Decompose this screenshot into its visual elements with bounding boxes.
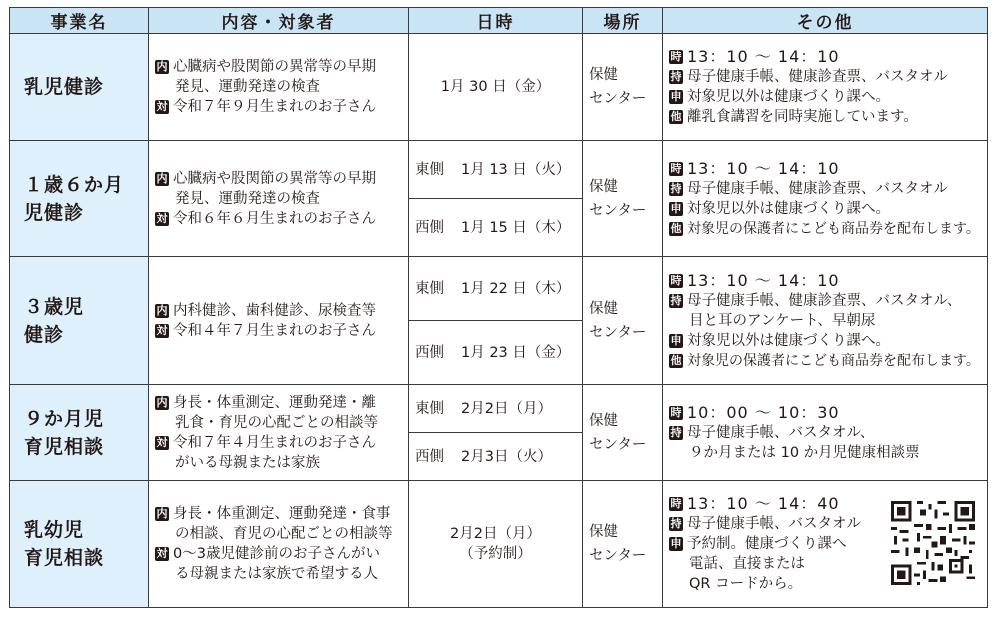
other-cell: 時 13：10 ～ 14：10 持 母子健康手帳、健康診査票、バスタオル 申 対象児以外は健康づくり課へ。 他 対象児の保護者にこども商品券を配布します。 [663,141,988,257]
event-name: ９か月児 育児相談 [10,385,149,481]
naiyou-badge-icon: 内 [156,303,168,317]
content-cell: 内 内科健診、歯科健診、尿検査等 対 令和４年７月生まれのお子さん [149,257,409,385]
event-name: 乳児健診 [10,34,149,141]
date-east-cell: 東側 1月 22 日（木） [409,257,583,321]
table-row [10,141,988,199]
time-badge-icon: 時 [670,161,682,175]
bring-badge-icon: 持 [670,517,682,530]
date-west-cell: 西側 1月 15 日（木） [409,199,583,257]
header-row [10,8,988,34]
header-place: 場所 [583,8,663,34]
other-cell: 時 10：00 ～ 10：30 持 母子健康手帳、バスタオル、 ９か月または 10 か月児健康相談票 [663,385,988,481]
header-other: その他 [663,8,988,34]
naiyou-badge-icon: 内 [156,60,168,73]
content-cell: 内 身長・体重測定、運動発達・食事 の相談、育児の心配ごとの相談等 対 0～3歳児健診前のお子さんがい る母親または家族で希望する人 [149,481,409,608]
table-row [10,257,988,321]
event-name: ３歳児 健診 [10,257,149,385]
apply-badge-icon: 申 [670,333,682,347]
place-cell: 保健 センター [583,257,663,385]
table-row [10,34,988,141]
date-west-cell: 西側 1月 23 日（金） [409,321,583,385]
place-cell: 保健 センター [583,385,663,481]
event-name: 乳幼児 育児相談 [10,481,149,608]
place-cell: 保健 センター [583,481,663,608]
bring-badge-icon: 持 [670,70,682,83]
schedule-table [9,7,988,608]
date-east-cell: 東側 2月2日（月） [409,385,583,433]
table-row [10,481,988,608]
time-badge-icon: 時 [670,497,682,510]
header-date: 日時 [409,8,583,34]
naiyou-badge-icon: 内 [156,171,168,185]
content-cell: 内 身長・体重測定、運動発達・離 乳食・育児の心配ごとの相談等 対 令和７年４月生まれのお子さん がいる母親または家族 [149,385,409,481]
taishou-badge-icon: 対 [156,547,168,560]
place-cell: 保健 センター [583,34,663,141]
time-badge-icon: 時 [670,405,682,419]
other-cell: 時 13：10 ～ 14：10 持 母子健康手帳、健康診査票、バスタオル、 目と耳のアンケート、早朝尿 申 対象児以外は健康づくり課へ。 他 対象児の保護者にこども商品券を配布します。 [663,257,988,385]
taishou-badge-icon: 対 [156,435,168,449]
taishou-badge-icon: 対 [156,100,168,113]
content-cell: 内 心臓病や股関節の異常等の早期 発見、運動発達の検査 対 令和７年９月生まれのお子さん [149,34,409,141]
time-badge-icon: 時 [670,273,682,287]
date-west-cell: 西側 2月3日（火） [409,433,583,481]
taishou-badge-icon: 対 [156,211,168,225]
date-cell: 2月2日（月） （予約制） [409,481,583,608]
time-badge-icon: 時 [670,50,682,63]
naiyou-badge-icon: 内 [156,395,168,409]
event-name: １歳６か月 児健診 [10,141,149,257]
naiyou-badge-icon: 内 [156,507,168,520]
other-badge-icon: 他 [670,221,682,235]
taishou-badge-icon: 対 [156,323,168,337]
other-cell: 時 13：10 ～ 14：10 持 母子健康手帳、健康診査票、バスタオル 申 対象児以外は健康づくり課へ。 他 離乳食講習を同時実施しています。 [663,34,988,141]
header-name: 事業名 [10,8,149,34]
other-badge-icon: 他 [670,353,682,367]
content-cell: 内 心臓病や股関節の異常等の早期 発見、運動発達の検査 対 令和６年６月生まれのお子さん [149,141,409,257]
bring-badge-icon: 持 [670,425,682,439]
qr-code-icon[interactable] [891,501,975,585]
date-east-cell: 東側 1月 13 日（火） [409,141,583,199]
date-cell: 1月 30 日（金） [409,34,583,141]
checkup-schedule [9,7,987,615]
header-content: 内容・対象者 [149,8,409,34]
apply-badge-icon: 申 [670,90,682,103]
bring-badge-icon: 持 [670,181,682,195]
apply-badge-icon: 申 [670,201,682,215]
apply-badge-icon: 申 [670,537,682,550]
other-cell: 時 13：10 ～ 14：40 持 母子健康手帳、バスタオル 申 予約制。健康づくり課へ 電話、直接または QR コードから。 [663,481,988,608]
other-badge-icon: 他 [670,110,682,123]
table-row [10,385,988,433]
place-cell: 保健 センター [583,141,663,257]
bring-badge-icon: 持 [670,293,682,307]
